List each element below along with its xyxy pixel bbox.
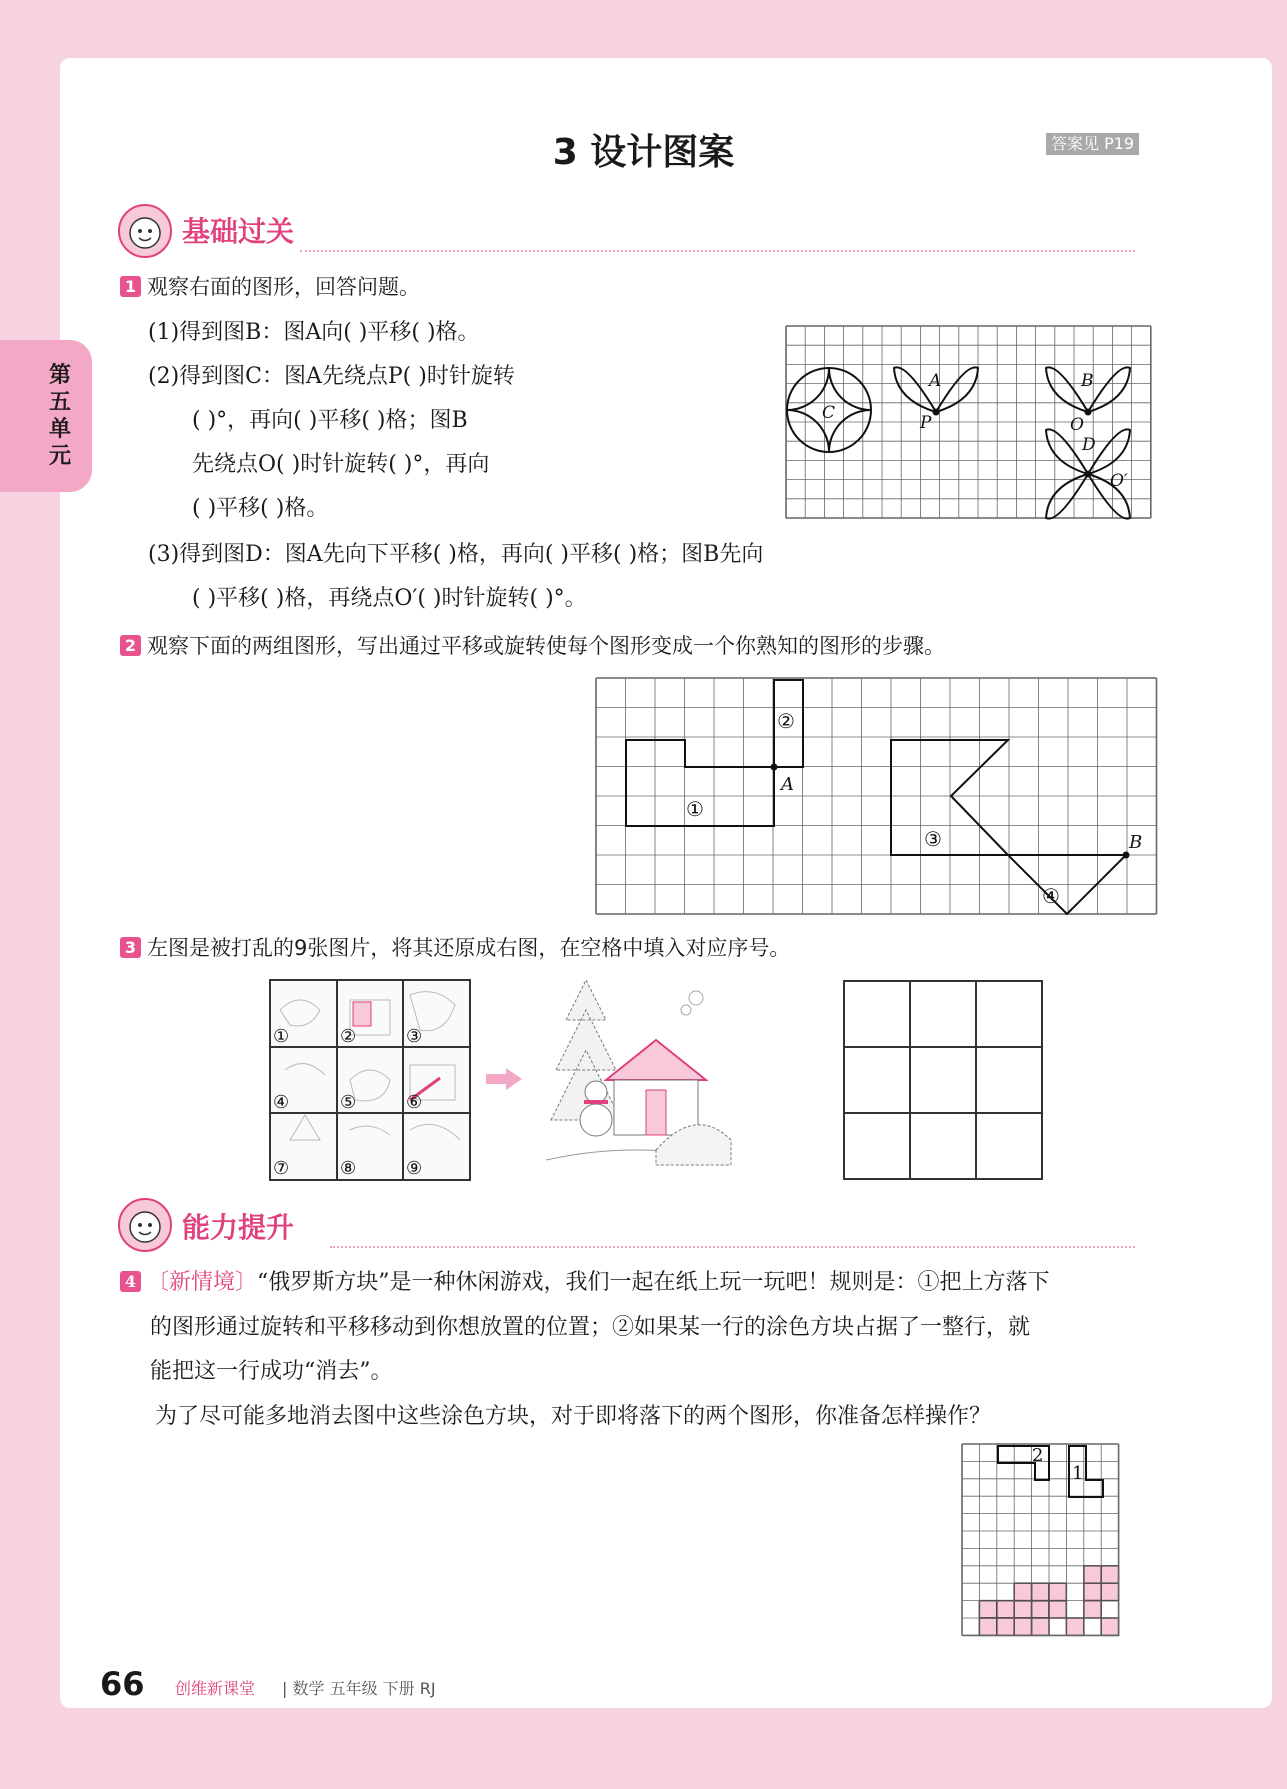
tile-label-2: ②: [340, 1026, 357, 1047]
q4-line-3: 能把这一行成功“消去”。: [150, 1359, 393, 1384]
question-2-prompt: 观察下面的两组图形，写出通过平移或旋转使每个图形变成一个你熟知的图形的步骤。: [147, 634, 945, 658]
tile-label-4: ④: [273, 1092, 290, 1113]
point-p: [933, 409, 940, 416]
shape-3: [891, 740, 1008, 855]
tile-label-5: ⑤: [340, 1092, 357, 1113]
label-c: C: [822, 403, 836, 423]
tile-label-3: ③: [406, 1026, 423, 1047]
question-3-prompt: 左图是被打乱的9张图片，将其还原成右图，在空格中填入对应序号。: [147, 936, 791, 960]
footer-brand: 创维新课堂: [175, 1679, 256, 1698]
q4-line-1: “俄罗斯方块”是一种休闲游戏，我们一起在纸上玩一玩吧！规则是：①把上方落下: [257, 1270, 1050, 1295]
question-number: 4: [120, 1271, 141, 1292]
point-o: [1085, 409, 1092, 416]
q4-line-4: 为了尽可能多地消去图中这些涂色方块，对于即将落下的两个图形，你准备怎样操作？: [155, 1404, 992, 1429]
label-shape-1: ①: [686, 797, 704, 821]
page-number: 66: [100, 1665, 145, 1703]
label-b: B: [1081, 371, 1094, 391]
mascot-icon: [116, 202, 174, 260]
question-1: [120, 273, 420, 301]
piece-1-label: 1: [1072, 1463, 1084, 1484]
label-d: D: [1082, 435, 1096, 455]
tile-label-9: ⑨: [406, 1158, 423, 1179]
question-2: [120, 632, 945, 660]
question-1-prompt: 观察右面的图形，回答问题。: [147, 275, 420, 299]
section-divider: [300, 250, 1135, 252]
label-point-b: B: [1129, 832, 1143, 853]
section-heading-advanced: 能力提升: [182, 1211, 295, 1244]
section-heading-basic: 基础过关: [182, 215, 295, 248]
tetris-grid-figure: [962, 1444, 1136, 1637]
tile-label-7: ⑦: [273, 1158, 290, 1179]
question-3: [120, 934, 790, 962]
q1-line-2: (2)得到图C：图A先绕点P( )时针旋转: [148, 364, 515, 389]
section-divider: [330, 1246, 1135, 1248]
q1-line-6: (3)得到图D：图A先向下平移( )格，再向( )平移( )格；图B先向: [148, 542, 764, 567]
q1-line-3: ( )°，再向( )平移( )格；图B: [192, 408, 468, 433]
answer-reference: 答案见 P19: [1046, 133, 1139, 155]
label-point-a: A: [781, 774, 794, 795]
arrow-right-icon: [486, 1068, 522, 1090]
label-p: P: [920, 413, 932, 433]
page-title: 3 设计图案: [552, 132, 735, 173]
q1-line-7: ( )平移( )格，再绕点O′( )时针旋转( )°。: [192, 586, 587, 611]
label-o-prime: O′: [1110, 471, 1128, 491]
q2-grid-figure: [596, 678, 1158, 914]
label-shape-2: ②: [777, 709, 795, 733]
label-shape-4: ④: [1042, 884, 1060, 908]
question-number: 2: [120, 635, 141, 656]
q4-line-2: 的图形通过旋转和平移移动到你想放置的位置；②如果某一行的涂色方块占据了一整行，就: [150, 1315, 1031, 1340]
footer-book-info: | 数学 五年级 下册 RJ: [282, 1679, 436, 1698]
tile-label-6: ⑥: [406, 1092, 423, 1113]
new-context-tag: 〔新情境〕: [147, 1270, 258, 1295]
label-shape-3: ③: [924, 827, 942, 851]
unit-side-tab: [0, 340, 92, 492]
answer-grid-3x3[interactable]: [843, 980, 1043, 1180]
q1-line-4: 先绕点O( )时针旋转( )°，再向: [192, 452, 490, 477]
piece-2-label: 2: [1032, 1445, 1044, 1466]
label-a: A: [929, 371, 942, 391]
q1-line-1: (1)得到图B：图A向( )平移( )格。: [148, 320, 480, 345]
tile-label-8: ⑧: [340, 1158, 357, 1179]
question-4: [120, 1268, 1050, 1298]
point-o-prime: [1085, 471, 1092, 478]
restored-picture: [536, 980, 736, 1180]
mascot-icon: [116, 1196, 174, 1254]
q1-grid-figure: [786, 326, 1151, 519]
tile-label-1: ①: [273, 1026, 290, 1047]
q1-line-5: ( )平移( )格。: [192, 496, 329, 521]
label-o: O: [1070, 415, 1084, 435]
unit-label: 第五单元: [48, 363, 71, 469]
scrambled-picture: [270, 980, 470, 1180]
question-number: 3: [120, 937, 141, 958]
question-number: 1: [120, 276, 141, 297]
